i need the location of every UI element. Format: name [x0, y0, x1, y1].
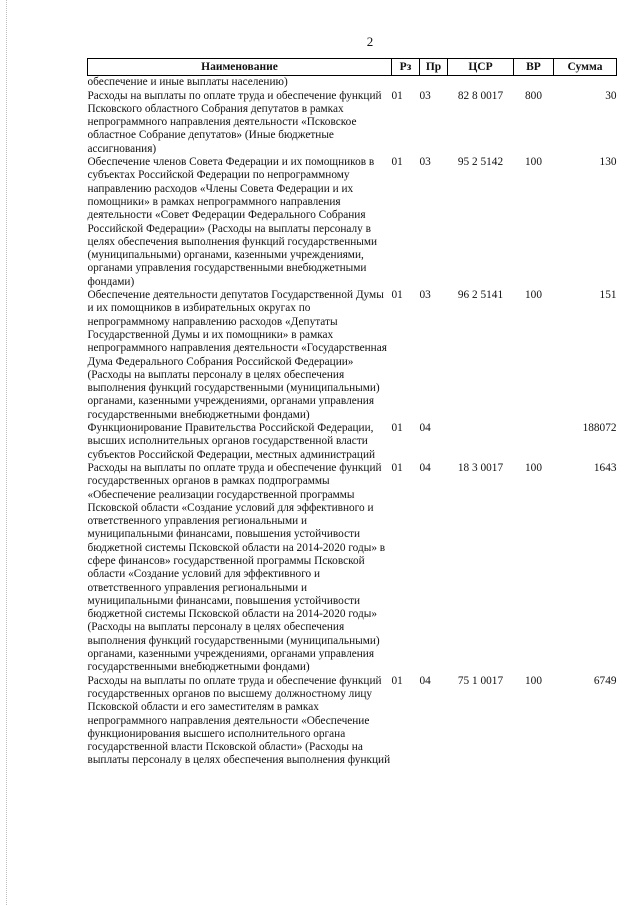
table-row — [88, 76, 617, 90]
row-sum: 6749 — [593, 674, 617, 687]
row-pr: 04 — [419, 422, 431, 435]
table-header-row — [88, 59, 617, 76]
header-sum: Сумма — [554, 59, 617, 76]
table-row — [88, 675, 617, 768]
scan-edge-line — [6, 0, 7, 905]
row-csr — [448, 422, 514, 462]
table-row — [88, 462, 617, 675]
row-sum: 151 — [599, 289, 617, 302]
row-name: Функционирование Правительства Российской Федерации, высших исполнительных органов государственной власти субъектов Российской Федерации, местных администраций — [87, 422, 376, 461]
header-name: Наименование — [88, 59, 392, 76]
row-vr — [514, 422, 554, 462]
row-vr: 100 — [525, 289, 542, 302]
row-rz — [392, 76, 420, 90]
header-pr: Пр — [420, 59, 448, 76]
table-row — [88, 289, 617, 422]
row-csr: 75 1 0017 — [457, 674, 504, 687]
row-rz: 01 — [391, 289, 403, 302]
row-vr: 100 — [525, 674, 542, 687]
budget-table — [87, 58, 617, 768]
row-sum: 188072 — [582, 422, 617, 435]
row-name: Обеспечение членов Совета Федерации и их помощников в субъектах Российской Федерации по непрограммному направлению расходов «Члены Совета Федерации и их помощники» в рамках непрограммного направления деятельности «Совет Федерации Федерального Собрания Российской Федерации» (Расходы на выплаты персоналу в целях обеспечения выполнения функций государственными (муниципальными) органами, казенными учреждениями, органами управления государственными внебюджетными фондами) — [87, 156, 378, 288]
row-rz: 01 — [391, 156, 403, 169]
row-name: Расходы на выплаты по оплате труда и обеспечение функций Псковского областного Собрания депутатов в рамках непрограммного направления деятельности «Псковское областное Собрание депутатов» (Иные бюджетные ассигнования) — [87, 89, 382, 155]
row-sum: 1643 — [593, 461, 617, 474]
row-vr: 100 — [525, 461, 542, 474]
row-pr: 03 — [419, 156, 431, 169]
row-csr: 18 3 0017 — [457, 461, 504, 474]
table-row — [88, 90, 617, 156]
row-rz: 01 — [391, 422, 403, 435]
row-name: Обеспечение деятельности депутатов Государственной Думы и их помощников в избирательных округах по непрограммному направлению расходов «Депутаты Государственной Думы и их помощники» в рамках непрограммного направления деятельности «Государственная Дума Федерального Собрания Российской Федерации» (Расходы на выплаты персоналу в целях обеспечения выполнения функций государственными (муниципальными) органами, казенными учреждениями, органами управления государственными внебюджетными фондами) — [87, 289, 387, 421]
page-number: 2 — [366, 34, 374, 49]
row-csr: 95 2 5142 — [457, 156, 504, 169]
header-vr: ВР — [514, 59, 554, 76]
row-sum: 30 — [605, 89, 617, 102]
row-vr — [514, 76, 554, 90]
row-name: Расходы на выплаты по оплате труда и обеспечение функций государственных органов по высшему должностному лицу Псковской области и его заместителям в рамках непрограммного направления деятельности «Обеспечение функционирования высшего исполнительного органа государственной власти Псковской области» (Расходы на выплаты персоналу в целях обеспечения выполнения функций — [87, 674, 391, 767]
row-pr — [420, 76, 448, 90]
row-name: Расходы на выплаты по оплате труда и обеспечение функций государственных органов в рамках подпрограммы «Обеспечение реализации государственной программы Псковской области «Создание условий для эффективного и ответственного управления региональными и муниципальными финансами, повышения устойчивости бюджетной системы Псковской области на 2014-2020 годы» в сфере финансов» государственной программы Псковской области «Создание условий для эффективного и ответственного управления региональными и муниципальными финансами, повышения устойчивости бюджетной системы Псковской области на 2014-2020 годы» (Расходы на выплаты персоналу в целях обеспечения выполнения функций государственными (муниципальными) органами, казенными учреждениями, органами управления государственными внебюджетными фондами) — [87, 461, 386, 674]
row-vr: 800 — [525, 89, 542, 102]
row-name: обеспечение и иные выплаты населению) — [87, 76, 288, 89]
row-csr: 82 8 0017 — [457, 89, 504, 102]
row-rz: 01 — [391, 89, 403, 102]
header-rz: Рз — [392, 59, 420, 76]
row-rz: 01 — [391, 461, 403, 474]
table-row — [88, 422, 617, 462]
row-csr: 96 2 5141 — [457, 289, 504, 302]
row-rz: 01 — [391, 674, 403, 687]
row-csr — [448, 76, 514, 90]
row-pr: 04 — [419, 674, 431, 687]
row-pr: 04 — [419, 461, 431, 474]
table-row — [88, 156, 617, 289]
row-vr: 100 — [525, 156, 542, 169]
row-sum — [554, 76, 617, 90]
row-pr: 03 — [419, 289, 431, 302]
header-csr: ЦСР — [448, 59, 514, 76]
row-pr: 03 — [419, 89, 431, 102]
row-sum: 130 — [599, 156, 617, 169]
